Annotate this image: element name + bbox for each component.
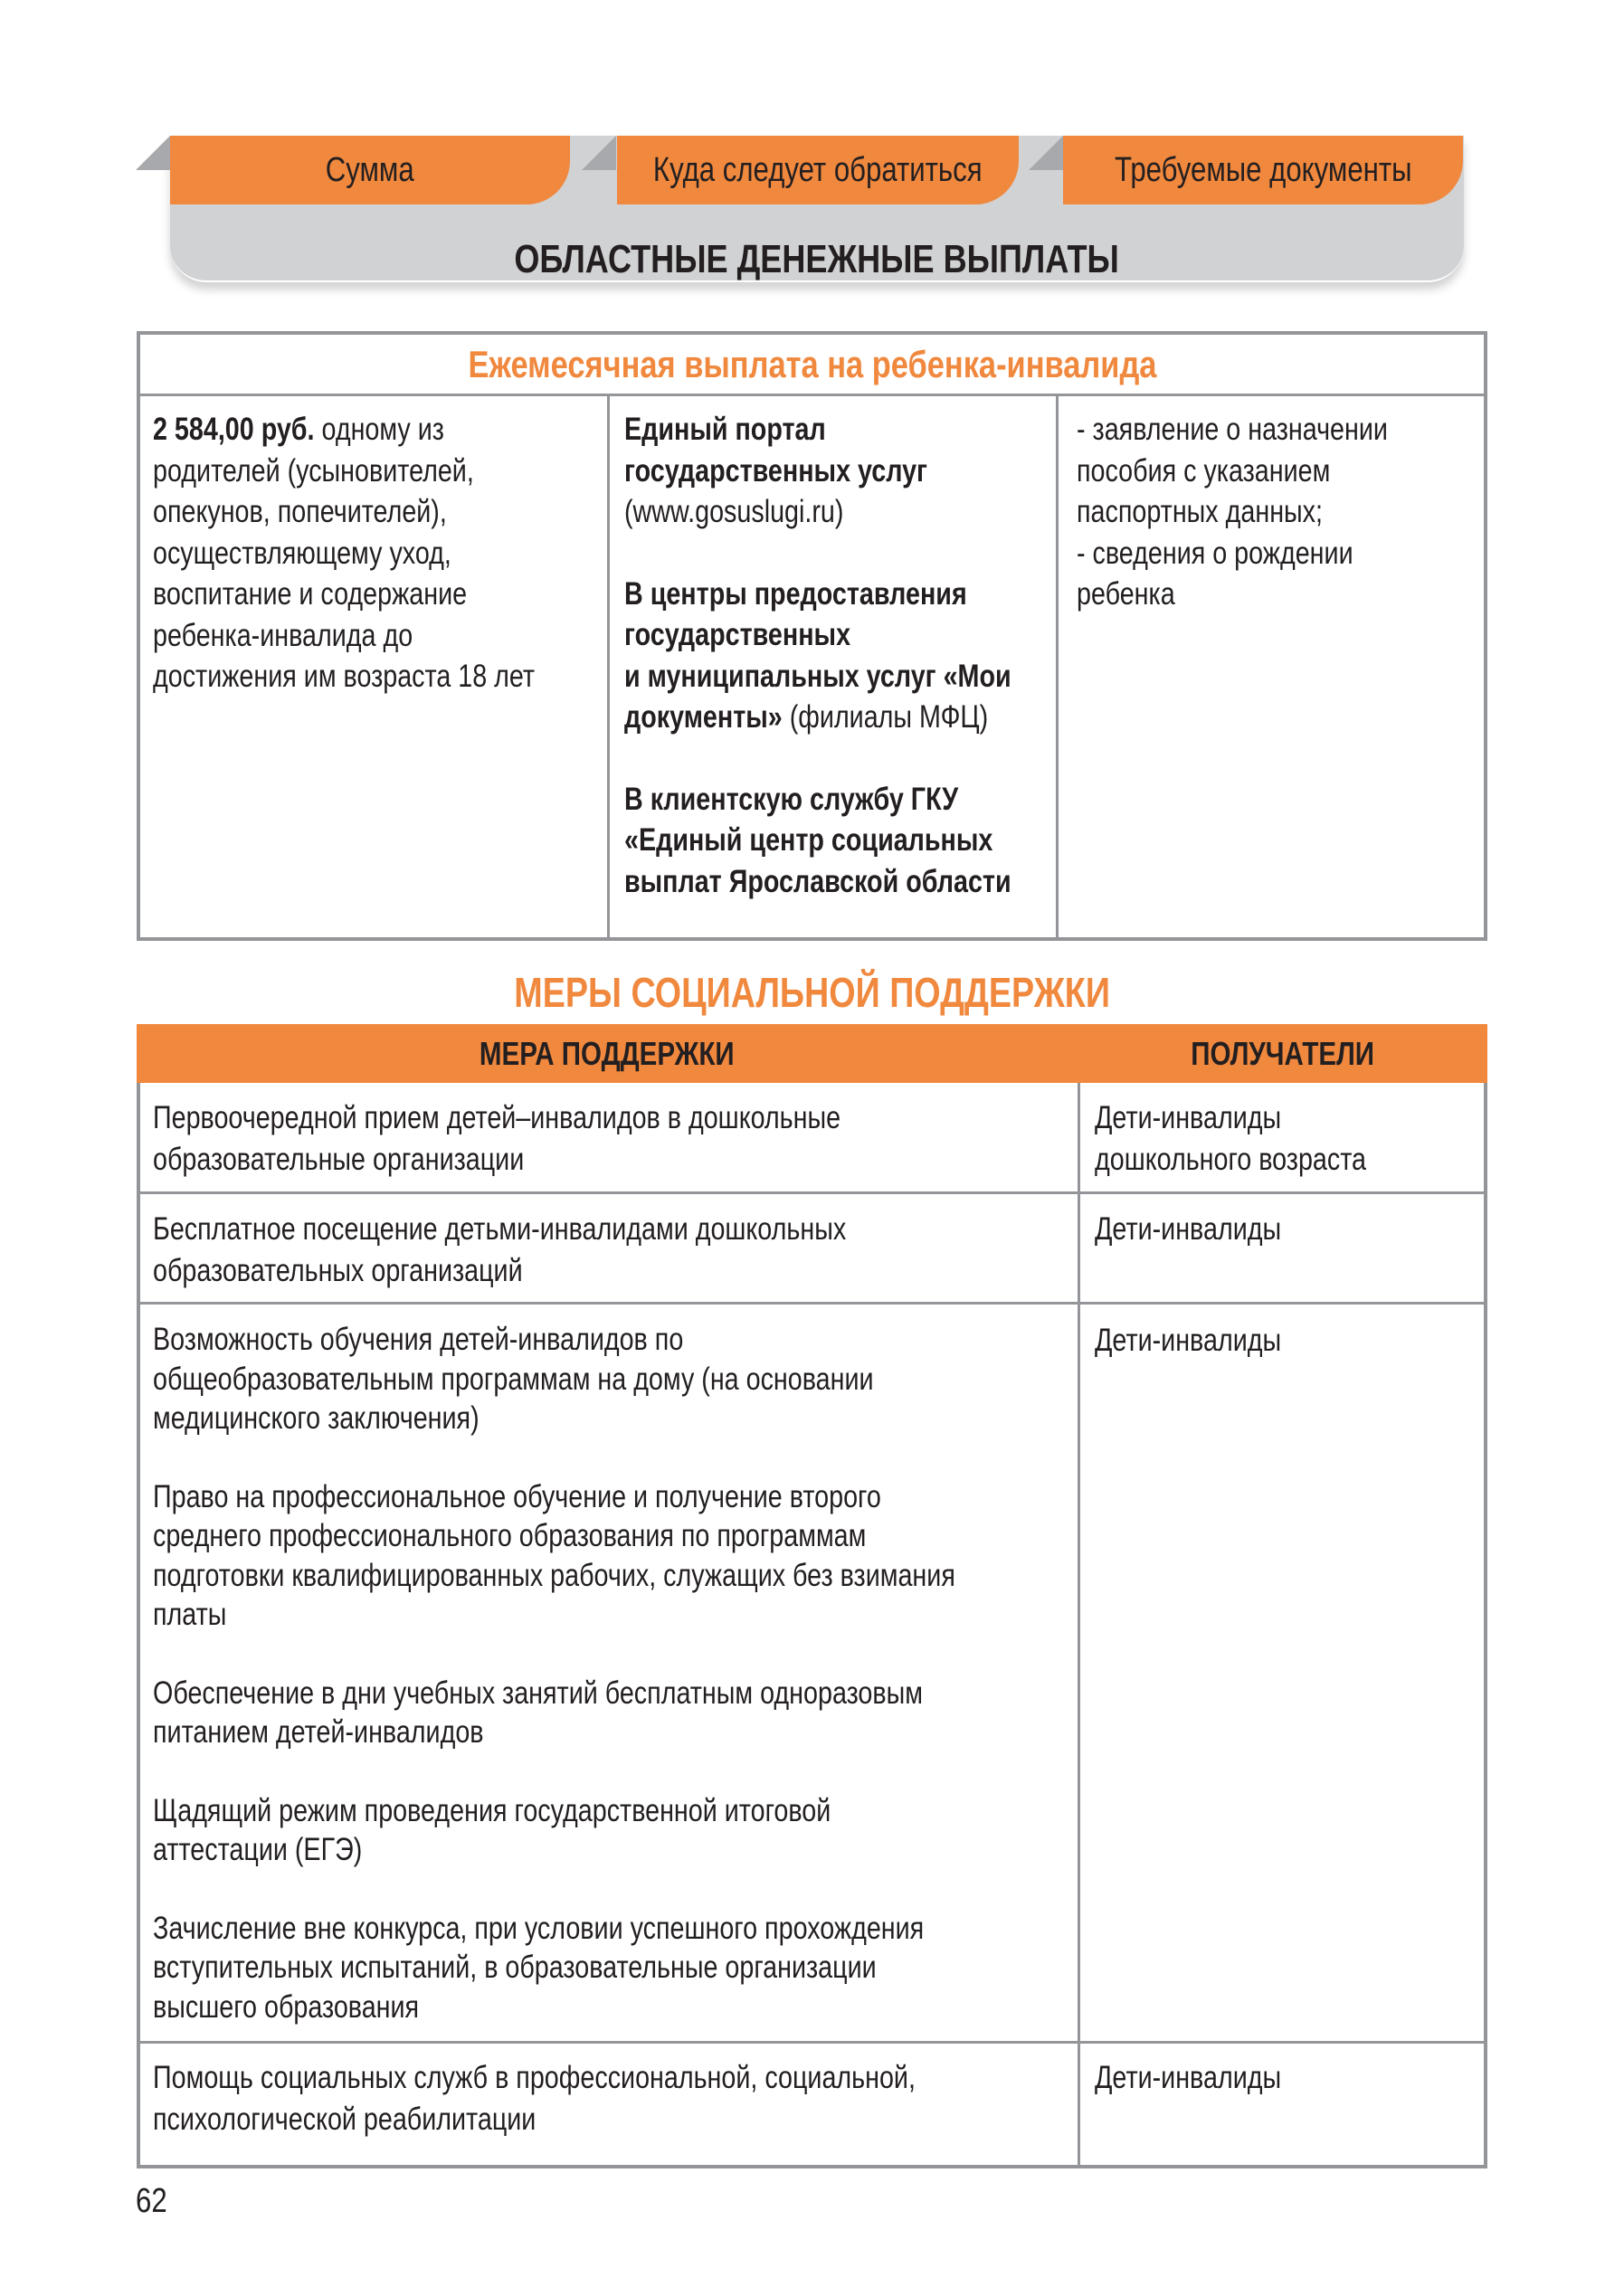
recipient-text: дошкольного возраста	[1095, 1141, 1367, 1177]
measure-text: высшего образования	[153, 1988, 420, 2025]
documents-cell	[1077, 409, 1475, 615]
page-number-text: 62	[136, 2182, 167, 2220]
header-recipients	[1078, 1024, 1487, 1083]
banner-title	[170, 237, 1464, 282]
mfc-note: (филиалы МФЦ)	[782, 699, 989, 735]
mfc-name: документы»	[624, 699, 783, 735]
measure-text: общеобразовательным программам на дому (на основании	[153, 1361, 874, 1397]
measure-text: Возможность обучения детей-инвалидов по	[153, 1322, 684, 1357]
document-item: - заявление о назначении	[1077, 412, 1388, 447]
table-row	[153, 1320, 1132, 2026]
measure-text: Щадящий режим проведения государственной итоговой	[153, 1792, 831, 1828]
measure-text: образовательные организации	[153, 1141, 525, 1177]
measure-text: Первоочередной прием детей–инвалидов в дошкольные	[153, 1100, 841, 1135]
divider	[137, 1302, 1487, 1305]
measure-text: Право на профессиональное обучение и получение второго	[153, 1478, 881, 1514]
header-recipients-text: ПОЛУЧАТЕЛИ	[1191, 1035, 1375, 1072]
recipients-cell	[1095, 1209, 1322, 1250]
banner-title-text: ОБЛАСТНЫЕ ДЕНЕЖНЫЕ ВЫПЛАТЫ	[514, 237, 1120, 281]
recipient-text: Дети-инвалиды	[1095, 1211, 1282, 1247]
document-item: - сведения о рождении	[1077, 535, 1353, 571]
payment-table-title	[140, 335, 1484, 394]
amount-text-line: воспитание и содержание	[153, 576, 468, 612]
document-item: ребенка	[1077, 576, 1175, 612]
amount-text-line: опекунов, попечителей),	[153, 494, 447, 529]
tab-fold-icon	[136, 136, 170, 170]
mfc-name: В центры предоставления	[624, 575, 967, 612]
measure-text: Обеспечение в дни учебных занятий бесплатным одноразовым	[153, 1675, 924, 1711]
divider	[137, 2041, 1487, 2044]
mfc-name: государственных	[624, 617, 851, 652]
amount-value: 2 584,00 руб.	[153, 412, 315, 447]
recipient-text: Дети-инвалиды	[1095, 1323, 1282, 1358]
measure-text: питанием детей-инвалидов	[153, 1714, 484, 1750]
recipients-cell	[1095, 1097, 1426, 1180]
gku-name: «Единый центр социальных	[624, 822, 993, 858]
tab-fold-icon	[582, 136, 616, 170]
mfc-name: и муниципальных услуг «Мои	[624, 658, 1011, 694]
measure-text: вступительных испытаний, в образовательные организации	[153, 1950, 877, 1985]
amount-text-line: родителей (усыновителей,	[153, 452, 474, 489]
tab-where	[617, 136, 1019, 204]
header-measure	[137, 1024, 1078, 1083]
tab-where-label: Куда следует обратиться	[653, 150, 983, 189]
page-number	[136, 2182, 174, 2221]
measure-text: образовательных организаций	[153, 1252, 523, 1288]
divider	[137, 1191, 1487, 1194]
tab-documents-label: Требуемые документы	[1114, 150, 1412, 189]
document-item: пособия с указанием	[1077, 452, 1331, 489]
table-row	[153, 1209, 998, 1291]
where-cell	[624, 409, 1049, 902]
tab-sum	[170, 136, 570, 204]
recipient-text: Дети-инвалиды	[1095, 2060, 1282, 2095]
recipients-cell	[1095, 2057, 1322, 2099]
document-item: паспортных данных;	[1077, 494, 1323, 529]
amount-cell	[153, 409, 605, 697]
payment-table-title-text: Ежемесячная выплата на ребенка-инвалида	[468, 343, 1156, 385]
gku-name: В клиентскую службу ГКУ	[624, 781, 959, 817]
amount-text-line: достижения им возраста 18 лет	[153, 659, 536, 694]
divider	[607, 394, 610, 941]
measure-text: аттестации (ЕГЭ)	[153, 1832, 363, 1867]
amount-text-line: одному из	[314, 412, 444, 447]
header-measure-text: МЕРА ПОДДЕРЖКИ	[480, 1035, 735, 1072]
measure-text: Бесплатное посещение детьми-инвалидами дошкольных	[153, 1211, 847, 1247]
amount-text-line: ребенка-инвалида до	[153, 617, 413, 653]
gku-name: выплат Ярославской области	[624, 863, 1011, 899]
divider	[1056, 394, 1059, 941]
recipient-text: Дети-инвалиды	[1095, 1100, 1282, 1135]
measure-text: Зачисление вне конкурса, при условии успешного прохождения	[153, 1910, 925, 1946]
recipients-cell	[1095, 1320, 1322, 1362]
table-row	[153, 2057, 1083, 2140]
tab-fold-icon	[1029, 136, 1063, 170]
portal-url-link[interactable]: (www.gosuslugi.ru)	[624, 494, 844, 529]
support-section-title	[137, 968, 1487, 1017]
measure-text: среднего профессионального образования по программам	[153, 1518, 867, 1553]
amount-text-line: осуществляющему уход,	[153, 535, 451, 571]
measure-text: платы	[153, 1597, 227, 1632]
divider	[137, 394, 1487, 396]
support-section-title-text: МЕРЫ СОЦИАЛЬНОЙ ПОДДЕРЖКИ	[514, 969, 1110, 1016]
measure-text: Помощь социальных служб в профессиональной, социальной,	[153, 2060, 916, 2095]
tab-sum-label: Сумма	[326, 150, 414, 189]
measure-text: психологической реабилитации	[153, 2101, 537, 2137]
tab-documents	[1063, 136, 1463, 204]
portal-name: государственных услуг	[624, 452, 927, 489]
table-row	[153, 1097, 992, 1180]
measure-text: подготовки квалифицированных рабочих, служащих без взимания	[153, 1557, 955, 1593]
portal-name: Единый портал	[624, 412, 826, 447]
measure-text: медицинского заключения)	[153, 1400, 480, 1436]
